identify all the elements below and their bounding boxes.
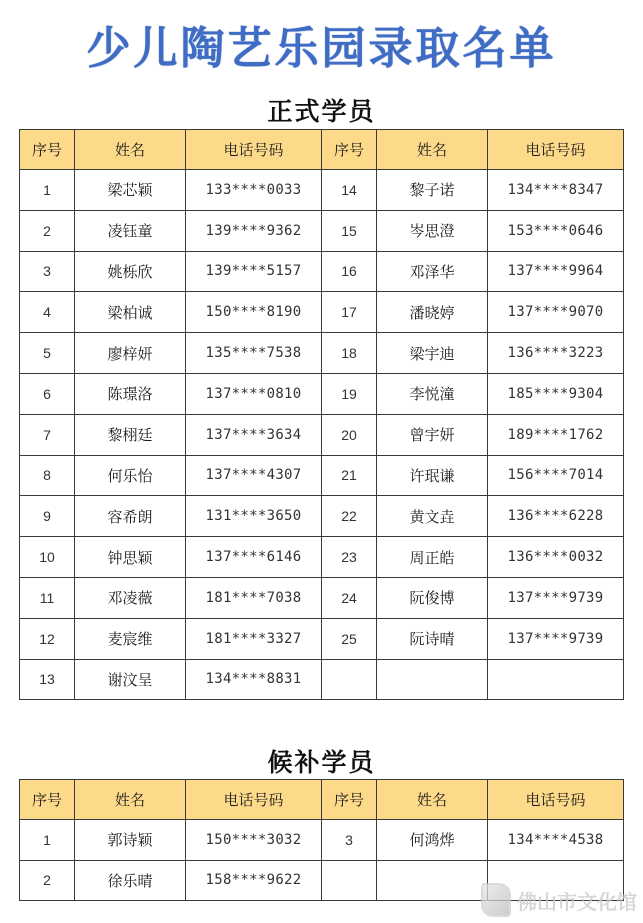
phone-cell: 134****8831 <box>186 659 322 700</box>
name-header: 姓名 <box>75 780 186 820</box>
table-row <box>20 333 624 374</box>
seq-cell: 2 <box>20 860 75 901</box>
name-cell <box>377 860 488 901</box>
name-cell: 阮俊博 <box>377 577 488 618</box>
table-row <box>20 496 624 537</box>
phone-cell: 137****9964 <box>488 251 624 292</box>
phone-cell: 136****6228 <box>488 496 624 537</box>
seq-cell: 11 <box>20 577 75 618</box>
header-row <box>20 130 624 170</box>
table-row <box>20 537 624 578</box>
phone-cell: 181****7038 <box>186 577 322 618</box>
phone-cell: 139****9362 <box>186 210 322 251</box>
seq-cell: 6 <box>20 373 75 414</box>
seq-header: 序号 <box>322 780 377 820</box>
table-row <box>20 292 624 333</box>
seq-cell: 25 <box>322 618 377 659</box>
table-row <box>20 170 624 211</box>
name-cell: 周正皓 <box>377 537 488 578</box>
table-row <box>20 577 624 618</box>
phone-cell: 156****7014 <box>488 455 624 496</box>
name-cell: 钟思颖 <box>75 537 186 578</box>
seq-cell: 5 <box>20 333 75 374</box>
name-cell: 曾宇妍 <box>377 414 488 455</box>
culture-center-logo-icon <box>481 883 511 917</box>
table-row <box>20 414 624 455</box>
phone-cell: 137****4307 <box>186 455 322 496</box>
seq-cell: 17 <box>322 292 377 333</box>
table-row <box>20 659 624 700</box>
seq-cell: 22 <box>322 496 377 537</box>
seq-header: 序号 <box>20 130 75 170</box>
phone-cell: 134****4538 <box>488 820 624 861</box>
phone-cell: 153****0646 <box>488 210 624 251</box>
page-title: 少儿陶艺乐园录取名单 <box>86 23 557 74</box>
phone-cell: 158****9622 <box>186 860 322 901</box>
name-cell: 李悦潼 <box>377 373 488 414</box>
seq-cell: 1 <box>20 170 75 211</box>
waitlist-section-title: 候补学员 <box>267 748 376 777</box>
name-cell: 何鸿烨 <box>377 820 488 861</box>
name-cell: 黄文垚 <box>377 496 488 537</box>
phone-cell: 139****5157 <box>186 251 322 292</box>
name-cell: 邓凌薇 <box>75 577 186 618</box>
formal-section-title: 正式学员 <box>267 97 376 126</box>
name-cell: 容希朗 <box>75 496 186 537</box>
seq-cell: 12 <box>20 618 75 659</box>
name-cell <box>377 659 488 700</box>
phone-cell: 137****3634 <box>186 414 322 455</box>
name-cell: 潘晓婷 <box>377 292 488 333</box>
table-row <box>20 455 624 496</box>
seq-cell: 18 <box>322 333 377 374</box>
seq-cell: 4 <box>20 292 75 333</box>
phone-cell: 137****9739 <box>488 618 624 659</box>
seq-cell: 16 <box>322 251 377 292</box>
phone-cell: 134****8347 <box>488 170 624 211</box>
phone-cell: 189****1762 <box>488 414 624 455</box>
name-cell: 梁芯颖 <box>75 170 186 211</box>
table-row <box>20 820 624 861</box>
watermark <box>481 881 637 919</box>
phone-cell: 181****3327 <box>186 618 322 659</box>
seq-header: 序号 <box>322 130 377 170</box>
seq-cell <box>322 860 377 901</box>
name-cell: 梁宇迪 <box>377 333 488 374</box>
name-header: 姓名 <box>377 130 488 170</box>
name-cell: 郭诗颖 <box>75 820 186 861</box>
seq-header: 序号 <box>20 780 75 820</box>
seq-cell: 15 <box>322 210 377 251</box>
name-cell: 姚栎欣 <box>75 251 186 292</box>
name-cell: 何乐怡 <box>75 455 186 496</box>
table-row <box>20 373 624 414</box>
phone-cell: 150****8190 <box>186 292 322 333</box>
table-row <box>20 210 624 251</box>
phone-header: 电话号码 <box>488 130 624 170</box>
name-cell: 陈璟洛 <box>75 373 186 414</box>
seq-cell: 21 <box>322 455 377 496</box>
seq-cell: 3 <box>20 251 75 292</box>
formal-students-table <box>19 129 624 700</box>
name-cell: 廖梓妍 <box>75 333 186 374</box>
name-cell: 徐乐晴 <box>75 860 186 901</box>
seq-cell: 19 <box>322 373 377 414</box>
phone-header: 电话号码 <box>186 780 322 820</box>
phone-header: 电话号码 <box>186 130 322 170</box>
name-header: 姓名 <box>377 780 488 820</box>
phone-cell: 131****3650 <box>186 496 322 537</box>
phone-cell: 137****9070 <box>488 292 624 333</box>
seq-cell: 9 <box>20 496 75 537</box>
name-cell: 许珉谦 <box>377 455 488 496</box>
name-cell: 岑思澄 <box>377 210 488 251</box>
seq-cell: 13 <box>20 659 75 700</box>
phone-cell: 137****6146 <box>186 537 322 578</box>
seq-cell: 2 <box>20 210 75 251</box>
name-cell: 邓泽华 <box>377 251 488 292</box>
name-cell: 梁柏诚 <box>75 292 186 333</box>
phone-cell: 150****3032 <box>186 820 322 861</box>
name-cell: 凌钰童 <box>75 210 186 251</box>
seq-cell: 1 <box>20 820 75 861</box>
seq-cell: 3 <box>322 820 377 861</box>
seq-cell: 10 <box>20 537 75 578</box>
name-header: 姓名 <box>75 130 186 170</box>
name-cell: 黎子诺 <box>377 170 488 211</box>
seq-cell: 8 <box>20 455 75 496</box>
phone-cell: 136****0032 <box>488 537 624 578</box>
table-row <box>20 618 624 659</box>
table-row <box>20 251 624 292</box>
phone-cell: 185****9304 <box>488 373 624 414</box>
seq-cell: 24 <box>322 577 377 618</box>
phone-cell: 137****9739 <box>488 577 624 618</box>
seq-cell: 23 <box>322 537 377 578</box>
name-cell: 谢汶呈 <box>75 659 186 700</box>
watermark-text: 佛山市文化馆 <box>517 889 637 914</box>
header-row <box>20 780 624 820</box>
phone-cell <box>488 659 624 700</box>
phone-cell: 133****0033 <box>186 170 322 211</box>
name-cell: 麦宸维 <box>75 618 186 659</box>
name-cell: 黎栩廷 <box>75 414 186 455</box>
phone-cell: 137****0810 <box>186 373 322 414</box>
phone-cell: 136****3223 <box>488 333 624 374</box>
phone-header: 电话号码 <box>488 780 624 820</box>
seq-cell: 20 <box>322 414 377 455</box>
name-cell: 阮诗晴 <box>377 618 488 659</box>
seq-cell: 14 <box>322 170 377 211</box>
seq-cell: 7 <box>20 414 75 455</box>
seq-cell <box>322 659 377 700</box>
phone-cell: 135****7538 <box>186 333 322 374</box>
